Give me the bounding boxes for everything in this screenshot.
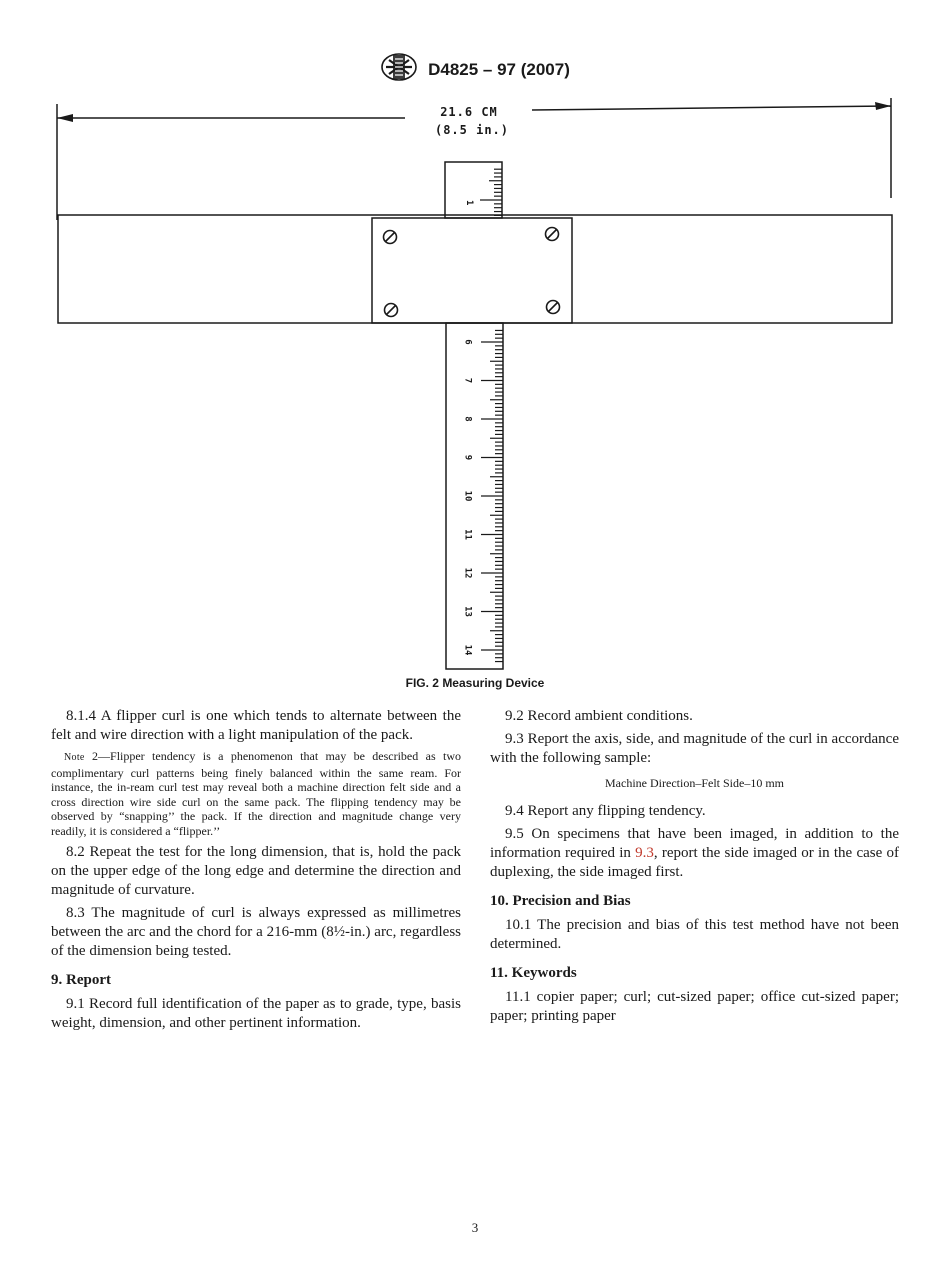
right-column: [490, 707, 899, 1030]
ruler-label: 13: [462, 606, 473, 617]
dimension-line-right: [532, 106, 891, 110]
paragraph-8-1-4: 8.1.4 A flipper curl is one which tends to alternate between the felt and wire direction with a light manipulation of the pack.: [51, 708, 461, 743]
screw-bottom-left: [385, 304, 398, 317]
note-2: [51, 749, 461, 838]
paragraph-9-3: 9.3 Report the axis, side, and magnitude of the curl in accordance with the following sample:: [490, 731, 899, 766]
paragraph-9-4: 9.4 Report any flipping tendency.: [505, 803, 706, 819]
arrowhead-right: [875, 102, 891, 110]
ruler-label-top: 1: [464, 200, 474, 206]
ruler-top-stub: [445, 162, 502, 218]
ruler-label: 12: [462, 567, 473, 579]
crossbar: [58, 215, 892, 323]
paragraph-11-1: 11.1 copier paper; curl; cut-sized paper; office cut-sized paper; paper; printing paper: [490, 989, 899, 1024]
page-number: 3: [471, 1220, 479, 1235]
ruler-label: 8: [462, 416, 473, 422]
note-label: Note: [64, 752, 85, 763]
reference-link-9-3[interactable]: 9.3: [635, 845, 654, 861]
figure-caption: FIG. 2 Measuring Device: [405, 676, 545, 690]
paragraph-8-2: 8.2 Repeat the test for the long dimension, that is, hold the pack on the upper edge of the long edge and determine the direction and magnitude of curvature.: [51, 844, 461, 898]
ruler-label: 14: [462, 644, 473, 656]
arrowhead-left: [57, 114, 73, 122]
ruler-label: 11: [462, 529, 473, 540]
paragraph-9-5-text-b: , report the side imaged or in the case of duplexing, the side imaged first.: [490, 845, 899, 880]
measuring-device-drawing: [0, 90, 950, 675]
paragraph-9-5-text-a: 9.5 On specimens that have been imaged, in addition to the information required in: [490, 826, 899, 861]
paragraph-9-1: 9.1 Record full identification of the paper as to grade, type, basis weight, dimension, and other pertinent information.: [51, 996, 461, 1031]
section-heading-report: 9. Report: [51, 972, 111, 988]
sample-report-line: Machine Direction–Felt Side–10 mm: [605, 776, 784, 790]
clamp-plate: [372, 218, 572, 323]
astm-logo-icon: [380, 52, 418, 87]
standard-designation: D4825 – 97 (2007): [428, 59, 570, 79]
note-text: 2—Flipper tendency is a phenomenon that may be described as two complimentary curl patterns being finely balanced within the same ream. For instance, the in-ream curl test may reveal both a machine direction felt side and a cross direction wire side curl on the same pack. The flipping tendency may be observed by “snapping’’ the pack. If the direction and magnitude change very readily, it is considered a “flipper.’’: [51, 749, 461, 838]
page-header: [0, 52, 950, 87]
ruler-label: 9: [462, 454, 473, 461]
ruler-label: 6: [462, 339, 473, 345]
ruler-label: 10: [462, 490, 473, 502]
screw-top-right: [546, 228, 559, 241]
dimension-label-in: (8.5 in.): [434, 123, 510, 137]
section-heading-precision: 10. Precision and Bias: [490, 893, 631, 909]
left-column: [51, 707, 461, 1037]
measuring-device-figure: [0, 90, 950, 680]
screw-bottom-right: [547, 301, 560, 314]
ruler-label: 7: [462, 377, 473, 384]
paragraph-8-3: 8.3 The magnitude of curl is always expressed as millimetres between the arc and the chord for a 216-mm (8½-in.) arc, regardless of the dimension being tested.: [51, 905, 461, 959]
paragraph-9-5: [490, 825, 899, 882]
paragraph-9-2: 9.2 Record ambient conditions.: [505, 708, 693, 724]
dimension-label-cm: 21.6 CM: [440, 105, 498, 119]
screw-top-left: [384, 231, 397, 244]
paragraph-10-1: 10.1 The precision and bias of this test method have not been determined.: [490, 917, 899, 952]
section-heading-keywords: 11. Keywords: [490, 965, 577, 981]
